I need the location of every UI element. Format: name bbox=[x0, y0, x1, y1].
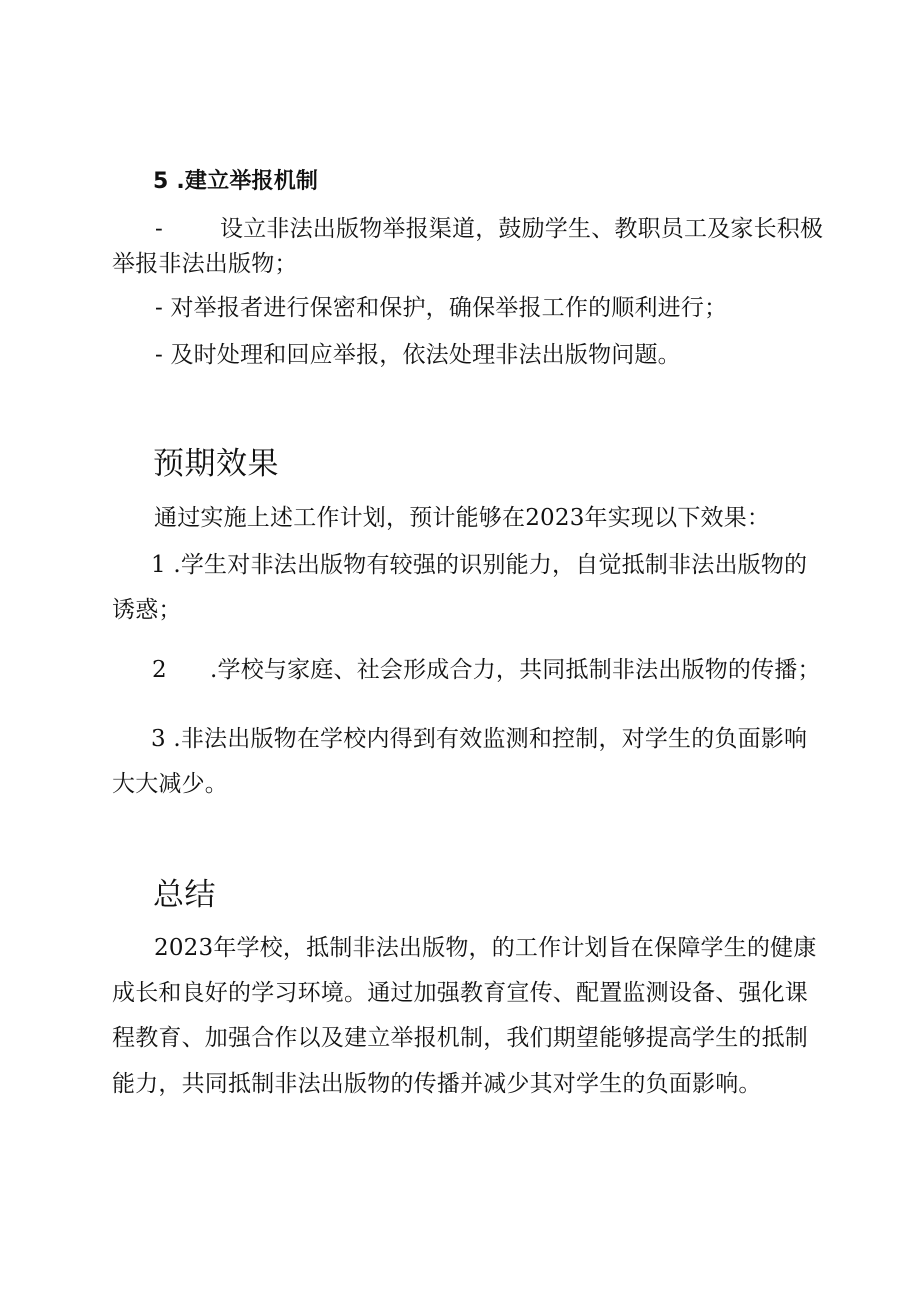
expected-item-1-line-2: 诱惑； bbox=[112, 597, 182, 623]
section-5-title: 5 .建立举报机制 bbox=[153, 169, 319, 194]
bullet-1-dash: - bbox=[155, 216, 163, 242]
bullet-1-line-2: 举报非法出版物； bbox=[112, 251, 298, 277]
summary-line-3: 程教育、加强合作以及建立举报机制，我们期望能够提高学生的抵制 bbox=[112, 1025, 808, 1051]
expected-results-heading: 预期效果 bbox=[153, 446, 279, 482]
summary-heading: 总结 bbox=[153, 877, 216, 913]
expected-item-2-number: 2 bbox=[152, 657, 167, 683]
summary-line-4: 能力，共同抵制非法出版物的传播并减少其对学生的负面影响。 bbox=[112, 1071, 762, 1097]
bullet-2: - 对举报者进行保密和保护，确保举报工作的顺利进行； bbox=[155, 295, 728, 321]
expected-item-1-line-1: 1 .学生对非法出版物有较强的识别能力，自觉抵制非法出版物的 bbox=[151, 552, 808, 578]
expected-item-3-line-2: 大大减少。 bbox=[112, 771, 228, 797]
expected-item-2-text: .学校与家庭、社会形成合力，共同抵制非法出版物的传播； bbox=[210, 657, 821, 683]
expected-item-3-line-1: 3 .非法出版物在学校内得到有效监测和控制，对学生的负面影响 bbox=[151, 726, 808, 752]
summary-line-1: 2023年学校，抵制非法出版物，的工作计划旨在保障学生的健康 bbox=[154, 935, 817, 961]
bullet-3: - 及时处理和回应举报，依法处理非法出版物问题。 bbox=[155, 342, 681, 368]
summary-line-2: 成长和良好的学习环境。通过加强教育宣传、配置监测设备、强化课 bbox=[112, 980, 808, 1006]
bullet-1-line-1: 设立非法出版物举报渠道，鼓励学生、教职员工及家长积极 bbox=[220, 216, 824, 242]
expected-intro: 通过实施上述工作计划，预计能够在2023年实现以下效果： bbox=[154, 505, 771, 531]
